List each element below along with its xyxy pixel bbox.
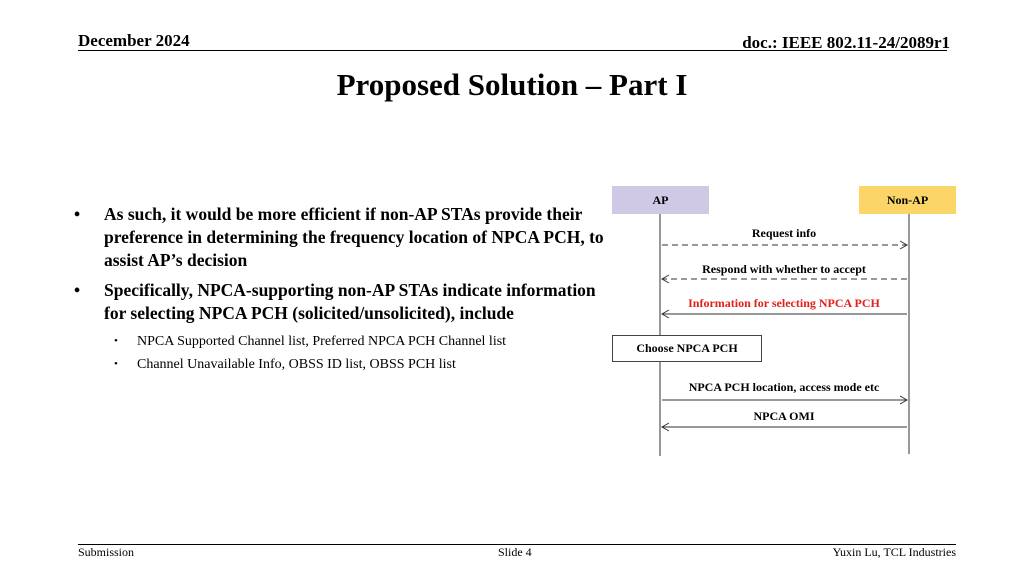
msg-pch-location: NPCA PCH location, access mode etc (688, 380, 880, 394)
ap-actor-box: AP (612, 186, 709, 214)
footer-author: Yuxin Lu, TCL Industries (832, 545, 956, 559)
sub-bullet-text: Channel Unavailable Info, OBSS ID list, OBSS PCH list (137, 357, 456, 372)
sub-bullet-marker: • (114, 358, 118, 370)
nonap-actor-box: Non-AP (859, 186, 956, 214)
bullet-text: Specifically, NPCA-supporting non-AP STAs indicate information for selecting NPCA PCH (solicited/unsolicited), include (104, 280, 596, 323)
header-date: December 2024 (78, 31, 190, 50)
msg-respond-accept: Respond with whether to accept (702, 262, 866, 276)
bullet-text: As such, it would be more efficient if non-AP STAs provide their preference in determining the frequency location of NPCA PCH, to assist AP’s decision (104, 204, 604, 270)
sub-bullet-text: NPCA Supported Channel list, Preferred NPCA PCH Channel list (137, 334, 507, 349)
bullet-marker: • (74, 280, 81, 300)
msg-info-selecting-pch: Information for selecting NPCA PCH (688, 296, 880, 310)
bullet-marker: • (74, 204, 81, 224)
msg-npca-omi: NPCA OMI (753, 409, 815, 423)
header-doc-id: doc.: IEEE 802.11-24/2089r1 (742, 33, 950, 52)
msg-request-info: Request info (751, 226, 817, 240)
slide-title: Proposed Solution – Part I (336, 67, 688, 102)
footer-slide-number: Slide 4 (498, 545, 532, 559)
footer-submission: Submission (78, 545, 135, 559)
sub-bullet-marker: • (114, 335, 118, 347)
choose-npca-pch-box: Choose NPCA PCH (612, 335, 762, 362)
